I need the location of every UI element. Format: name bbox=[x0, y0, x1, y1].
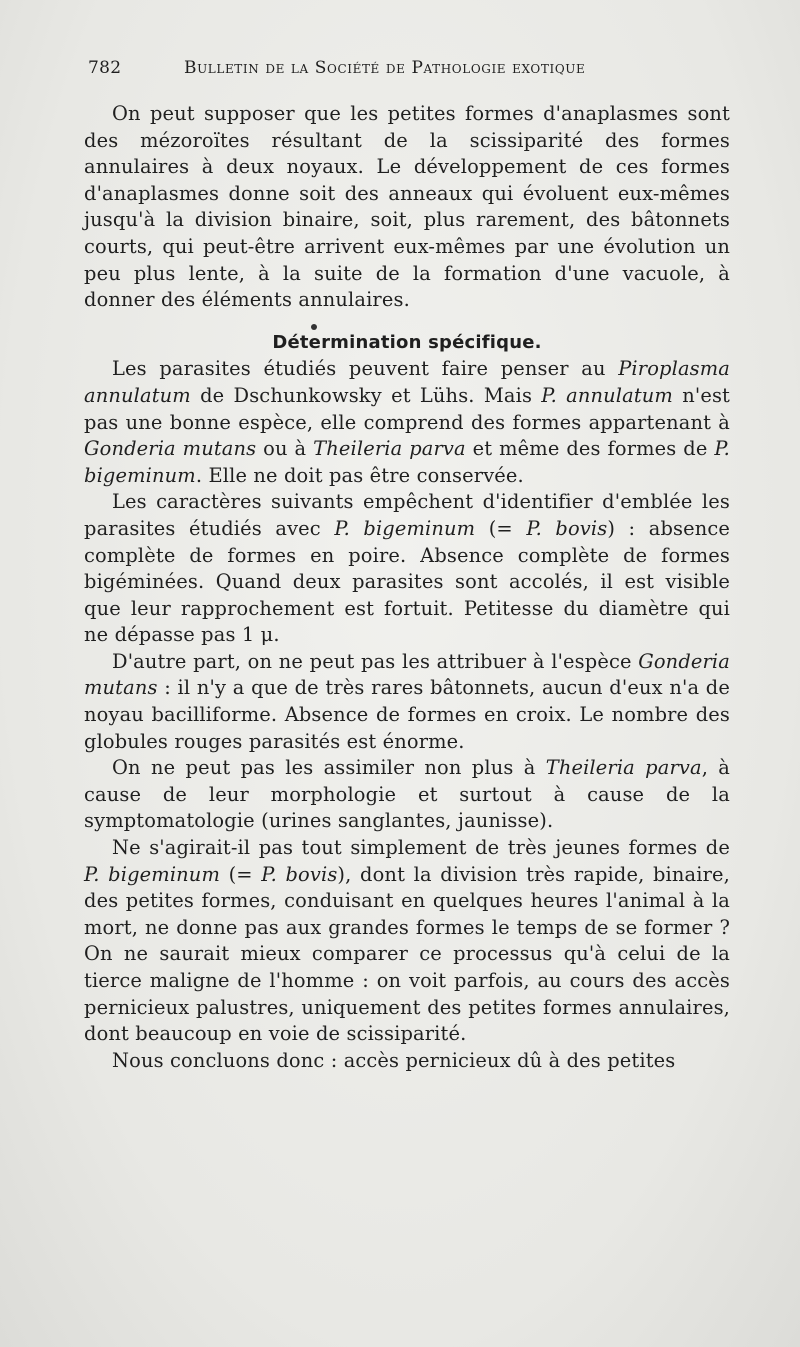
text-run: , à cause de leur morphologie et surtout à cause de la symptomatologie (urines sanglantes, jaunisse). bbox=[84, 756, 730, 833]
text-run: ), dont la division très rapide, binaire, des petites formes, conduisant en quelques heures l'animal à la mort, ne donne pas aux grandes formes le temps de se former ? On ne saurait mieux comparer ce processus qu'à celui de la tierce maligne de l'homme : on voit parfois, au cours des accès pernicieux palustres, uniquement des petites formes annulaires, dont beaucoup en voie de scissiparité. bbox=[84, 862, 730, 1046]
text-run: ou à bbox=[256, 437, 314, 461]
text-run: (= bbox=[219, 862, 262, 886]
article-body bbox=[84, 101, 730, 1074]
species-name: P. bigeminum bbox=[84, 862, 220, 886]
species-name: P. annulatum bbox=[541, 383, 673, 407]
running-head: Bulletin de la Société de Pathologie exotique bbox=[184, 58, 586, 78]
paragraph-conclusion: Nous concluons donc : accès pernicieux dû à des petites bbox=[112, 1048, 676, 1072]
text-run: et même des formes de bbox=[465, 437, 715, 461]
paragraph-theileria bbox=[84, 755, 730, 835]
text-run: n'est pas une bonne espèce, elle comprend des formes appartenant à bbox=[84, 383, 730, 434]
species-name: P. bigeminum bbox=[334, 516, 476, 540]
paragraph-piroplasma bbox=[84, 356, 730, 489]
text-run: de Dschunkowsky et Lühs. Mais bbox=[190, 383, 542, 407]
text-run: (= bbox=[475, 516, 527, 540]
text-run: D'autre part, on ne peut pas les attribuer à l'espèce bbox=[112, 649, 639, 673]
species-name: P. bovis bbox=[526, 516, 608, 540]
text-run: Les parasites étudiés peuvent faire penser au bbox=[112, 357, 619, 381]
paragraph-caracteres bbox=[84, 489, 730, 649]
paragraph-anaplasmes: On peut supposer que les petites formes d'anaplasmes sont des mézoroïtes résultant de la scissiparité des formes annulaires à deux noyaux. Le développement de ces formes d'anaplasmes donne soit des anneaux qui évoluent eux-mêmes jusqu'à la division binaire, soit, plus rarement, des bâtonnets courts, qui peut-être arrivent eux-mêmes par une évolution un peu plus lente, à la suite de la formation d'une vacuole, à donner des éléments annulaires. bbox=[84, 102, 730, 312]
text-run: ) : absence complète de formes en poire. Absence complète de formes bigéminées. Quand deux parasites sont accolés, il est visible que leur rapprochement est fortuit. Petitesse du diamètre qui ne dépasse pas 1 μ. bbox=[84, 516, 731, 647]
species-name: P. bigeminum bbox=[84, 437, 730, 487]
paragraph-gonderia bbox=[84, 649, 730, 755]
text-run: Les caractères suivants empêchent d'identifier d'emblée les parasites étudiés avec bbox=[84, 490, 730, 540]
text-run: . Elle ne doit pas être conservée. bbox=[195, 463, 524, 487]
paragraph-jeunes-formes bbox=[84, 835, 730, 1048]
text-run: : il n'y a que de très rares bâtonnets, aucun d'eux n'a de noyau bacilliforme. Absence de formes en croix. Le nombre des globules rouges parasités est énorme. bbox=[84, 676, 730, 753]
page-number: 782 bbox=[88, 58, 122, 78]
species-name: Gonderia mutans bbox=[84, 437, 257, 461]
section-heading: Détermination spécifique. bbox=[272, 331, 542, 353]
species-name: Theileria parva bbox=[545, 756, 702, 780]
text-run: On ne peut pas les assimiler non plus à bbox=[112, 756, 546, 780]
species-name: Piroplasma annulatum bbox=[84, 357, 730, 407]
text-run: Ne s'agirait-il pas tout simplement de très jeunes formes de bbox=[112, 836, 730, 860]
species-name: P. bovis bbox=[261, 862, 338, 886]
species-name: Gonderia mutans bbox=[84, 649, 730, 700]
species-name: Theileria parva bbox=[313, 437, 466, 461]
